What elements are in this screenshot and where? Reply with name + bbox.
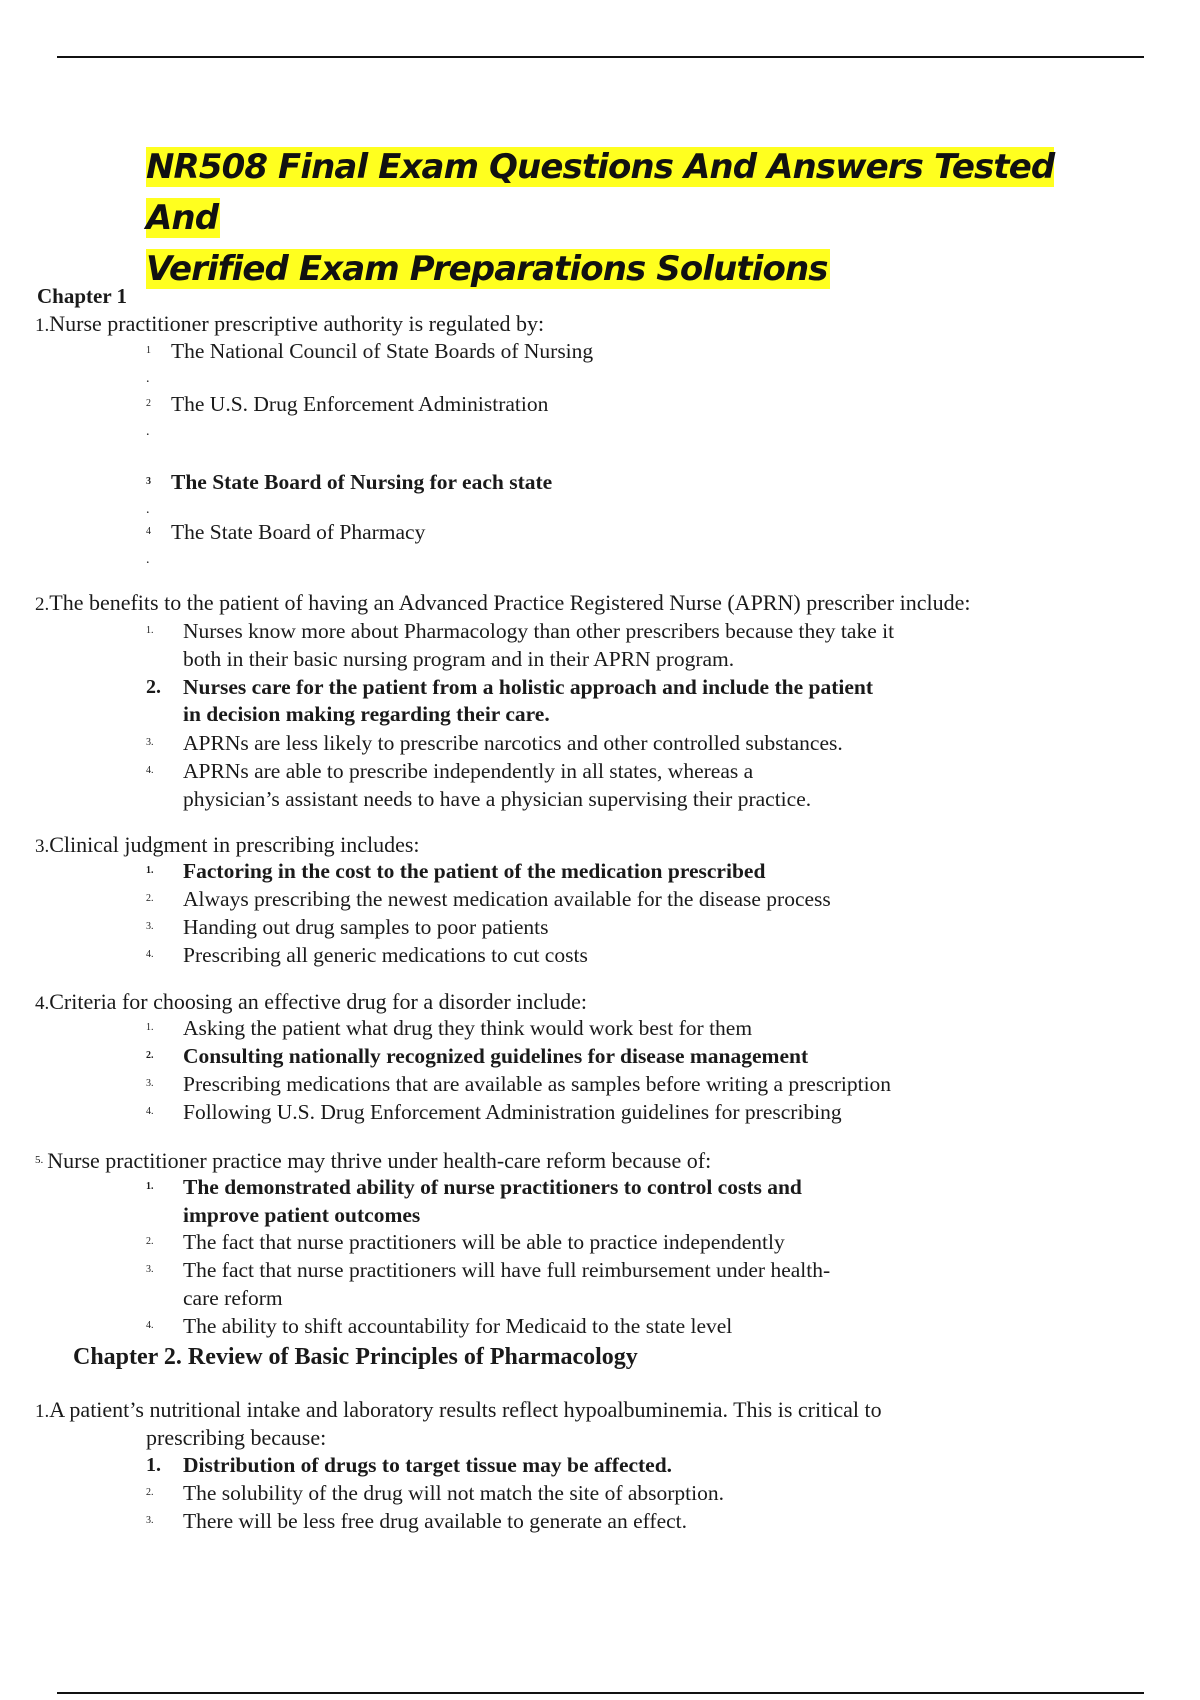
- chapter-2-heading: Chapter 2. Review of Basic Principles of Pharmacology: [73, 1344, 638, 1370]
- q3-option-3: 3. Handing out drug samples to poor patients: [146, 915, 549, 939]
- q4-option-2-correct: 2. Consulting nationally recognized guidelines for disease management: [146, 1044, 809, 1068]
- q5-option-1-cont: improve patient outcomes: [183, 1203, 421, 1227]
- ch2-q1-option-2: 2. The solubility of the drug will not match the site of absorption.: [146, 1481, 724, 1505]
- ch2-q1-option-3: 3. There will be less free drug available to generate an effect.: [146, 1509, 688, 1533]
- question-5: $^{5.}$ Nurse practitioner practice may thrive under health-care reform because of:: [35, 1148, 712, 1173]
- ch2-question-1: 1.A patient’s nutritional intake and laboratory results reflect hypoalbuminemia. This is critical to: [35, 1397, 882, 1422]
- list-dot: .: [146, 371, 150, 386]
- q4-option-4: 4. Following U.S. Drug Enforcement Administration guidelines for prescribing: [146, 1100, 842, 1124]
- q3-option-4: 4. Prescribing all generic medications to cut costs: [146, 943, 588, 967]
- q1-option-1: 1 The National Council of State Boards of Nursing: [146, 339, 594, 363]
- ch2-question-1-cont: prescribing because:: [146, 1425, 327, 1450]
- q5-option-2: 2. The fact that nurse practitioners will be able to practice independently: [146, 1230, 785, 1254]
- q1-option-2: 2 The U.S. Drug Enforcement Administration: [146, 392, 549, 416]
- ch2-q1-option-1-correct: 1. Distribution of drugs to target tissue may be affected.: [146, 1453, 673, 1477]
- q1-option-4: 4 The State Board of Pharmacy: [146, 520, 426, 544]
- title-line-2: Verified Exam Preparations Solutions: [146, 249, 828, 289]
- q2-option-4-cont: physician’s assistant needs to have a physician supervising their practice.: [183, 787, 812, 811]
- question-1: 1.Nurse practitioner prescriptive authority is regulated by:: [35, 311, 545, 336]
- q1-option-3-correct: 3 The State Board of Nursing for each state: [146, 470, 553, 494]
- q2-option-2-cont: in decision making regarding their care.: [183, 702, 550, 726]
- document-title: [146, 142, 1106, 295]
- list-dot: .: [146, 502, 150, 517]
- q2-option-1-cont: both in their basic nursing program and in their APRN program.: [183, 647, 735, 671]
- q5-option-3: 3. The fact that nurse practitioners will have full reimbursement under health-: [146, 1258, 831, 1282]
- list-dot: .: [146, 552, 150, 567]
- top-rule: [57, 56, 1144, 58]
- q2-option-4: 4. APRNs are able to prescribe independently in all states, whereas a: [146, 759, 754, 783]
- question-3: 3.Clinical judgment in prescribing includes:: [35, 832, 420, 857]
- bottom-rule: [57, 1692, 1144, 1694]
- q3-option-2: 2. Always prescribing the newest medication available for the disease process: [146, 887, 831, 911]
- q2-option-1: 1. Nurses know more about Pharmacology than other prescribers because they take it: [146, 619, 895, 643]
- q2-option-2-correct: 2. Nurses care for the patient from a holistic approach and include the patient: [146, 675, 873, 699]
- q4-option-3: 3. Prescribing medications that are available as samples before writing a prescription: [146, 1072, 892, 1096]
- question-4: 4.Criteria for choosing an effective drug for a disorder include:: [35, 989, 588, 1014]
- q2-option-3: 3. APRNs are less likely to prescribe narcotics and other controlled substances.: [146, 731, 843, 755]
- list-dot: .: [146, 424, 150, 439]
- q5-option-3-cont: care reform: [183, 1286, 283, 1310]
- q4-option-1: 1. Asking the patient what drug they think would work best for them: [146, 1016, 753, 1040]
- q5-option-4: 4. The ability to shift accountability for Medicaid to the state level: [146, 1314, 733, 1338]
- q5-option-1-correct: 1. The demonstrated ability of nurse practitioners to control costs and: [146, 1175, 802, 1199]
- q3-option-1-correct: 1. Factoring in the cost to the patient of the medication prescribed: [146, 859, 766, 883]
- question-2: 2.The benefits to the patient of having an Advanced Practice Registered Nurse (APRN) prescriber include:: [35, 590, 971, 615]
- title-line-1: NR508 Final Exam Questions And Answers Tested And: [146, 147, 1055, 238]
- chapter-1-heading: Chapter 1: [37, 284, 128, 308]
